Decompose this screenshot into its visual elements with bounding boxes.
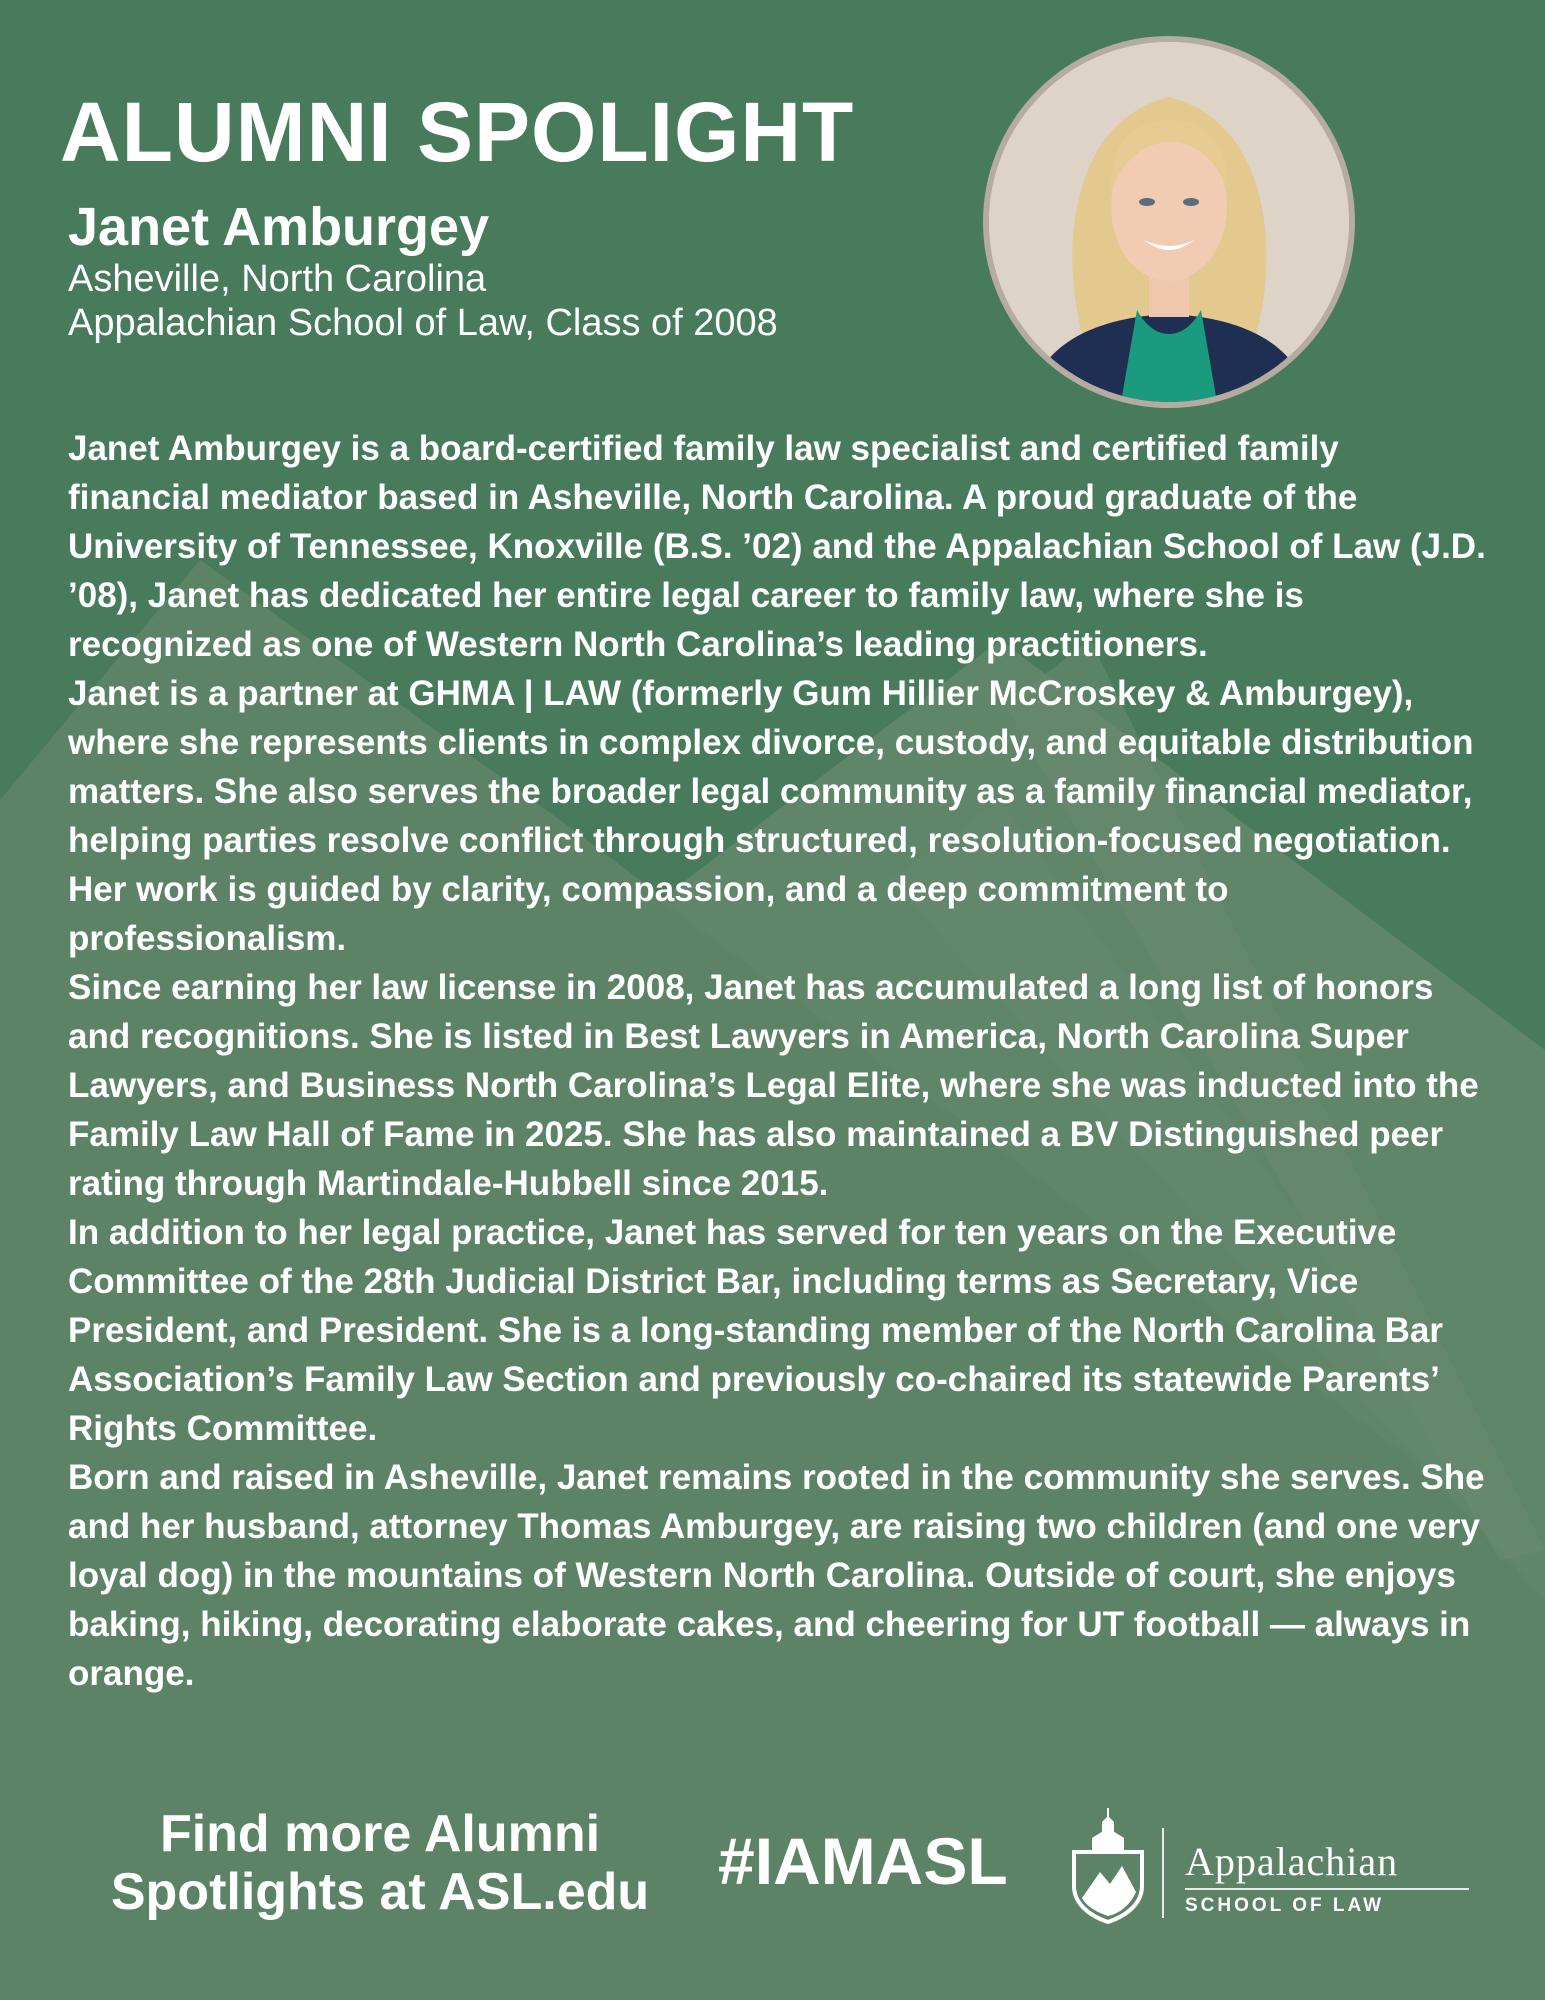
bio-paragraph-5: Born and raised in Asheville, Janet remains rooted in the community she serves. She and her husband, attorney Thomas Amburgey, are raising two children (and one very loyal dog) in the mountains of Western North Carolina. Outside of court, she enjoys baking, hiking, decorating elaborate cakes, and cheering for UT football — always in orange.: [68, 1458, 1485, 1693]
bio-paragraph-3: Since earning her law license in 2008, Janet has accumulated a long list of honors and recognitions. She is listed in Best Lawyers in America, North Carolina Super Lawyers, and Business North Carolina’s Legal Elite, where she was inducted into the Family Law Hall of Fame in 2025. She has also maintained a BV Distinguished peer rating through Martindale-Hubbell since 2015.: [68, 968, 1479, 1203]
portrait-illustration: [989, 42, 1349, 402]
portrait-photo: [983, 36, 1355, 408]
hashtag: #IAMASL: [718, 1824, 1008, 1898]
school-crest-icon: [1066, 1806, 1150, 1924]
alumni-name: Janet Amburgey: [68, 197, 490, 257]
logo-subtitle: SCHOOL OF LAW: [1185, 1895, 1385, 1916]
cta-line-2: Spotlights at ASL.edu: [110, 1863, 650, 1921]
bio-paragraph-1: Janet Amburgey is a board-certified family law specialist and certified family financial mediator based in Asheville, North Carolina. A proud graduate of the University of Tennessee, Knoxville (B.S. ’02) and the Appalachian School of Law (J.D. ’08), Janet has dedicated her entire legal career to family law, where she is recognized as one of Western North Carolina’s leading practitioners.: [68, 429, 1486, 664]
logo-wordmark: Appalachian: [1185, 1839, 1399, 1884]
alumni-location: Asheville, North Carolina: [68, 258, 487, 300]
cta-line-1: Find more Alumni: [159, 1805, 601, 1863]
logo-divider: [1162, 1828, 1164, 1918]
headline: ALUMNI SPOLIGHT: [60, 85, 855, 179]
alumni-class: Appalachian School of Law, Class of 2008: [68, 302, 778, 344]
bio-paragraph-4: In addition to her legal practice, Janet has served for ten years on the Executive Committee of the 28th Judicial District Bar, including terms as Secretary, Vice President, and President. She is a long-standing member of the North Carolina Bar Association’s Family Law Section and previously co-chaired its statewide Parents’ Rights Committee.: [68, 1213, 1443, 1448]
call-to-action: [70, 1805, 690, 1921]
biography: [68, 424, 1488, 1698]
bio-paragraph-2: Janet is a partner at GHMA | LAW (formerly Gum Hillier McCroskey & Amburgey), where she represents clients in complex divorce, custody, and equitable distribution matters. She also serves the broader legal community as a family financial mediator, helping parties resolve conflict through structured, resolution-focused negotiation. Her work is guided by clarity, compassion, and a deep commitment to professionalism.: [68, 674, 1474, 958]
logo-rule: [1185, 1888, 1469, 1890]
